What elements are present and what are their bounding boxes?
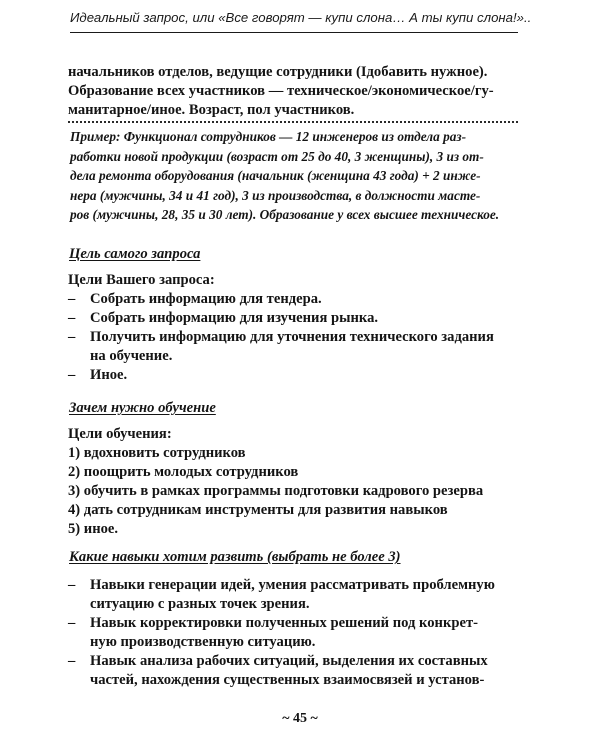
why-item: 5) иное.: [68, 521, 119, 537]
why-list: [68, 425, 528, 539]
example-line: ров (мужчины, 28, 35 и 30 лет). Образование у всех высшее техническое.: [70, 207, 500, 223]
example-line: работки новой продукции (возраст от 25 до 40, 3 женщины), 3 из от-: [70, 148, 484, 164]
skill-item: [68, 652, 528, 671]
heading-why: Зачем нужно обучение: [69, 400, 216, 416]
example-line: дела ремонта оборудования (начальник (женщина 43 года) + 2 инже-: [70, 168, 481, 184]
why-item: 3) обучить в рамках программы подготовки кадрового резерва: [68, 483, 484, 499]
intro-paragraph: [68, 63, 520, 120]
list-item-text: Собрать информацию для тендера.: [90, 291, 322, 307]
list-dash: –: [68, 291, 76, 307]
goal-item: [68, 290, 528, 309]
list-item-text: Навык анализа рабочих ситуаций, выделения их составных: [90, 653, 488, 669]
header-rule: [70, 32, 518, 33]
list-item-text: Получить информацию для уточнения технического задания: [90, 329, 494, 345]
heading-skills: Какие навыки хотим развить (выбрать не более 3): [69, 549, 401, 565]
list-item-text: Иное.: [90, 367, 128, 383]
heading-goal: Цель самого запроса: [69, 246, 201, 262]
intro-line: начальников отделов, ведущие сотрудники (Iдобавить нужное).: [68, 64, 488, 80]
intro-line: манитарное/иное. Возраст, пол участников.: [68, 102, 355, 118]
skill-item: ную производственную ситуацию.: [90, 634, 316, 650]
goal-item: [68, 309, 528, 328]
goal-item: на обучение.: [90, 348, 173, 364]
page-number: ~ 45 ~: [282, 711, 318, 726]
skill-item: [68, 576, 528, 595]
skill-item: [68, 614, 528, 633]
list-dash: –: [68, 367, 76, 383]
example-line: нера (мужчины, 34 и 41 год), 3 из производства, в должности масте-: [70, 187, 481, 203]
running-head: Идеальный запрос, или «Все говорят — купи слона… А ты купи слона!»..: [70, 10, 532, 25]
list-dash: –: [68, 329, 76, 345]
example-line: Пример: Функционал сотрудников — 12 инженеров из отдела раз-: [70, 129, 467, 144]
list-dash: –: [68, 577, 76, 593]
list-item-text: Навык корректировки полученных решений под конкрет-: [90, 615, 478, 631]
goal-item: [68, 328, 528, 347]
list-item-text: Собрать информацию для изучения рынка.: [90, 310, 379, 326]
why-intro: Цели обучения:: [68, 426, 172, 442]
why-item: 2) поощрить молодых сотрудников: [68, 464, 299, 480]
goal-intro: Цели Вашего запроса:: [68, 272, 215, 288]
goal-list: [68, 271, 528, 385]
goal-item: [68, 366, 528, 385]
list-dash: –: [68, 615, 76, 631]
skills-list: [68, 576, 528, 690]
why-item: 4) дать сотрудникам инструменты для развития навыков: [68, 502, 448, 518]
list-item-text: Навыки генерации идей, умения рассматривать проблемную: [90, 577, 495, 593]
list-dash: –: [68, 310, 76, 326]
intro-line: Образование всех участников — техническое/экономическое/гу-: [68, 83, 494, 99]
example-paragraph: [70, 127, 522, 225]
list-dash: –: [68, 653, 76, 669]
skill-item: ситуацию с разных точек зрения.: [90, 596, 310, 612]
why-item: 1) вдохновить сотрудников: [68, 445, 246, 461]
skill-item: частей, нахождения существенных взаимосвязей и установ-: [90, 672, 485, 688]
dotted-separator: [68, 121, 518, 123]
